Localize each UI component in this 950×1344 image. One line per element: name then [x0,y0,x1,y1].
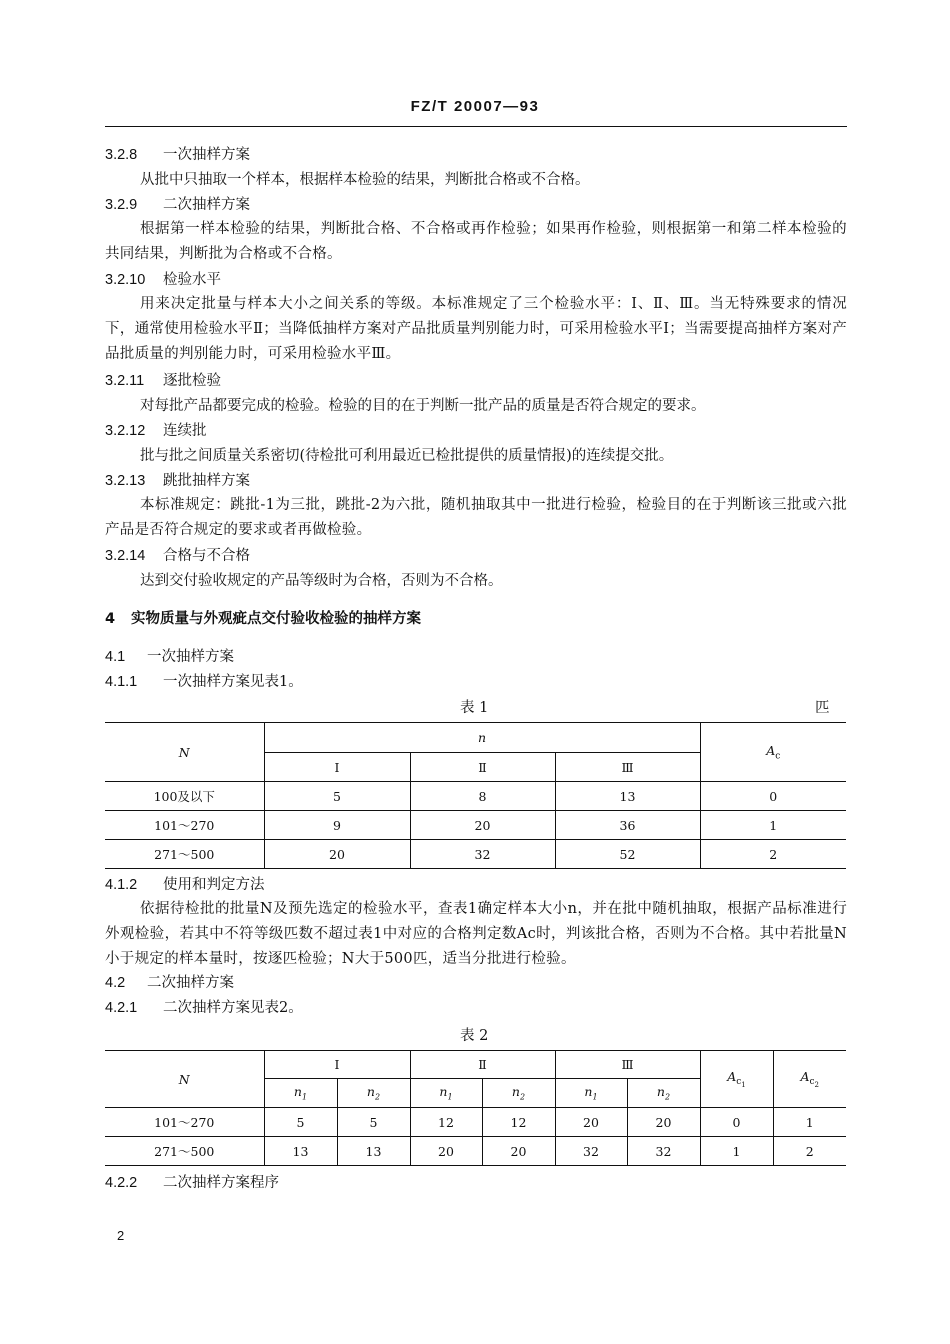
table-cell: 52 [555,840,700,869]
page-number: 2 [117,1228,125,1243]
section-3-2-14-body: 达到交付验收规定的产品等级时为合格，否则为不合格。 [140,573,503,589]
section-title: 检验水平 [163,272,221,288]
section-title: 逐批检验 [163,373,221,389]
table-cell: 100及以下 [105,782,264,811]
section-3-2-9-body: 根据第一样本检验的结果，判断批合格、不合格或再作检验；如果再作检验，则根据第一和第二样本检验的共同结果，判断批为合格或不合格。 [105,221,847,262]
table-cell: 20 [555,1108,627,1137]
table-cell: 1 [700,811,846,840]
section-number: 3.2.12 [105,423,146,439]
table-1-caption: 表 1 [460,700,489,716]
section-title: 使用和判定方法 [163,877,265,893]
table-cell: 20 [482,1137,555,1166]
section-3-2-13-heading [105,471,250,491]
table-2-sub-n1: $n_1$ [264,1079,337,1108]
table-cell: 5 [264,782,410,811]
table-1-header-Ac: $A_c$ [700,723,846,782]
section-title: 合格与不合格 [163,548,250,564]
section-number: 3.2.9 [105,197,138,213]
section-number: 4 [105,611,116,627]
table-cell: 101～270 [105,811,264,840]
standard-code: FZ/T 20007—93 [410,98,540,115]
table-row [105,1108,846,1137]
section-number: 4.1.1 [105,674,138,690]
table-cell: 13 [264,1137,337,1166]
table-1-level-3: Ⅲ [555,753,700,782]
table-2-sub-n2: $n_2$ [337,1079,410,1108]
section-3-2-10-body: 用来决定批量与样本大小之间关系的等级。本标准规定了三个检验水平：Ⅰ、Ⅱ、Ⅲ。当无特殊要求的情况下，通常使用检验水平Ⅱ；当降低抽样方案对产品批质量判别能力时，可采用检验水平Ⅰ；当需要提高抽样方案对产品批质量的判别能力时，可采用检验水平Ⅲ。 [105,296,847,362]
section-number: 4.1 [105,649,126,665]
table-cell: 271～500 [105,840,264,869]
table-cell: 32 [627,1137,700,1166]
table-2-header-Ac1: $A_{c_1}$ [700,1051,773,1108]
table-cell: 20 [410,811,555,840]
section-3-2-14-heading [105,546,250,566]
table-cell: 0 [700,782,846,811]
section-number: 4.2.1 [105,1000,138,1016]
section-title: 二次抽样方案 [147,975,234,991]
section-3-2-12-body: 批与批之间质量关系密切(待检批可利用最近已检批提供的质量情报)的连续提交批。 [140,448,674,464]
section-title: 二次抽样方案程序 [163,1175,279,1191]
section-4-1-1-heading [105,672,303,692]
section-title: 二次抽样方案见表2。 [163,1000,303,1016]
table-row [105,811,846,840]
section-3-2-9-heading [105,195,250,215]
table-2-header-N: N [105,1051,264,1108]
table-2-level-3: Ⅲ [555,1051,700,1079]
section-3-2-8-heading [105,145,250,165]
table-2-level-1: Ⅰ [264,1051,410,1079]
table-cell: 5 [337,1108,410,1137]
section-3-2-8-body: 从批中只抽取一个样本，根据样本检验的结果，判断批合格或不合格。 [140,172,590,188]
section-title: 一次抽样方案 [163,147,250,163]
table-cell: 20 [264,840,410,869]
section-3-2-11-heading [105,371,221,391]
table-1-level-1: Ⅰ [264,753,410,782]
table-cell: 20 [627,1108,700,1137]
header-rule [105,126,847,127]
table-2-sub-n2: $n_2$ [627,1079,700,1108]
section-title: 二次抽样方案 [163,197,250,213]
table-cell: 1 [773,1108,846,1137]
section-3-2-11-body: 对每批产品都要完成的检验。检验的目的在于判断一批产品的质量是否符合规定的要求。 [140,398,706,414]
section-number: 3.2.14 [105,548,146,564]
table-cell: 32 [555,1137,627,1166]
table-cell: 0 [700,1108,773,1137]
table-cell: 13 [555,782,700,811]
section-3-2-13-body: 本标准规定：跳批-1为三批，跳批-2为六批，随机抽取其中一批进行检验，检验目的在于判断该三批或六批产品是否符合规定的要求或者再做检验。 [105,497,847,538]
section-4-2-1-heading [105,998,303,1018]
section-3-2-12-heading [105,421,207,441]
table-2-header-Ac2: $A_{c_2}$ [773,1051,846,1108]
table-cell: 12 [410,1108,482,1137]
section-title: 连续批 [163,423,207,439]
table-cell: 271～500 [105,1137,264,1166]
table-row [105,782,846,811]
section-number: 3.2.8 [105,147,138,163]
table-cell: 13 [337,1137,410,1166]
table-2-sub-n1: $n_1$ [555,1079,627,1108]
section-4-1-2-heading [105,875,265,895]
table-2-level-2: Ⅱ [410,1051,555,1079]
table-2-caption: 表 2 [460,1028,489,1044]
table-cell: 9 [264,811,410,840]
section-title: 实物质量与外观疵点交付验收检验的抽样方案 [131,611,421,627]
table-row [105,1137,846,1166]
section-4-2-2-heading [105,1173,279,1193]
table-row [105,840,846,869]
table-cell: 36 [555,811,700,840]
table-1 [105,722,846,869]
section-number: 4.2 [105,975,126,991]
section-title: 跳批抽样方案 [163,473,250,489]
section-title: 一次抽样方案见表1。 [163,674,303,690]
section-number: 3.2.11 [105,373,145,389]
table-cell: 12 [482,1108,555,1137]
table-cell: 2 [700,840,846,869]
table-cell: 1 [700,1137,773,1166]
table-1-level-2: Ⅱ [410,753,555,782]
table-2-sub-n1: $n_1$ [410,1079,482,1108]
table-cell: 20 [410,1137,482,1166]
table-1-header-N: N [105,723,264,782]
section-3-2-10-heading [105,270,221,290]
section-title: 一次抽样方案 [147,649,234,665]
table-2 [105,1050,846,1166]
section-4-1-2-body: 依据待检批的批量N及预先选定的检验水平，查表1确定样本大小n，并在批中随机抽取，根据产品标准进行外观检验，若其中不符等级匹数不超过表1中对应的合格判定数Ac时，判该批合格，否则为不合格。其中若批量N小于规定的样本量时，按逐匹检验；N大于500匹，适当分批进行检验。 [105,901,847,967]
table-cell: 2 [773,1137,846,1166]
section-number: 3.2.13 [105,473,146,489]
section-number: 4.2.2 [105,1175,138,1191]
table-cell: 32 [410,840,555,869]
table-cell: 5 [264,1108,337,1137]
table-2-sub-n2: $n_2$ [482,1079,555,1108]
section-number: 4.1.2 [105,877,138,893]
table-1-unit: 匹 [815,700,830,716]
section-4-heading [105,609,421,629]
section-number: 3.2.10 [105,272,146,288]
section-4-1-heading [105,647,234,667]
section-4-2-heading [105,973,234,993]
table-1-header-n: n [264,723,700,753]
table-cell: 8 [410,782,555,811]
table-cell: 101～270 [105,1108,264,1137]
